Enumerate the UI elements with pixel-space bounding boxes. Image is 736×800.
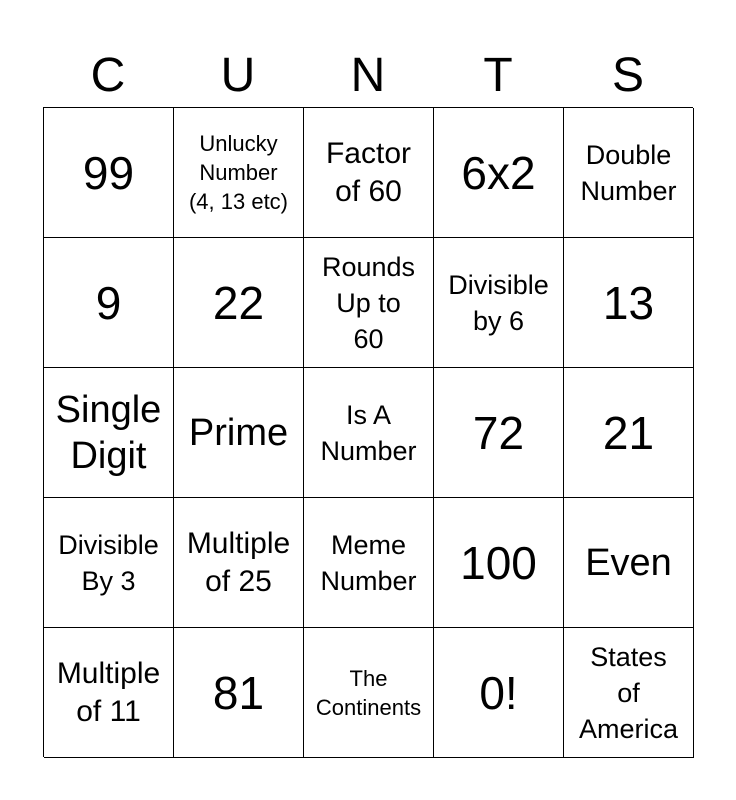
bingo-cell[interactable] <box>44 108 174 238</box>
header-letter-t: T <box>483 49 513 102</box>
bingo-board <box>43 107 693 757</box>
cell-text: Meme Number <box>320 529 417 596</box>
bingo-cell[interactable] <box>44 368 174 498</box>
cell-text: 22 <box>212 276 265 329</box>
bingo-cell[interactable] <box>174 368 304 498</box>
cell-text: Divisible By 3 <box>58 529 159 596</box>
bingo-cell[interactable] <box>434 628 564 758</box>
cell-text: 9 <box>95 276 122 329</box>
cell-text: 0! <box>479 666 518 719</box>
cell-text: 21 <box>602 406 655 459</box>
bingo-cell[interactable] <box>44 628 174 758</box>
bingo-cell[interactable] <box>564 368 694 498</box>
bingo-cell[interactable] <box>44 498 174 628</box>
header-letter-n: N <box>350 49 386 102</box>
cell-text: Multiple of 11 <box>56 656 161 728</box>
bingo-cell[interactable] <box>174 238 304 368</box>
cell-text: Even <box>585 541 672 584</box>
header-letter-c: C <box>90 49 126 102</box>
header-letter-s: S <box>611 49 644 102</box>
bingo-cell[interactable] <box>304 238 434 368</box>
bingo-cell[interactable] <box>434 238 564 368</box>
cell-text: 72 <box>472 406 525 459</box>
bingo-cell[interactable] <box>174 108 304 238</box>
bingo-cell[interactable] <box>434 498 564 628</box>
cell-text: Is A Number <box>320 399 417 466</box>
cell-text: Divisible by 6 <box>448 269 549 336</box>
bingo-cell[interactable] <box>304 368 434 498</box>
cell-text: States of America <box>578 641 679 744</box>
cell-text: Multiple of 25 <box>186 526 291 598</box>
cell-text: Rounds Up to 60 <box>321 251 416 354</box>
cell-text: The Continents <box>315 665 422 720</box>
cell-text: Double Number <box>580 139 677 206</box>
cell-text: 6x2 <box>461 146 536 199</box>
cell-text: Unlucky Number (4, 13 etc) <box>188 131 289 214</box>
bingo-cell[interactable] <box>174 498 304 628</box>
bingo-cell[interactable] <box>434 368 564 498</box>
header-letter-u: U <box>220 49 256 102</box>
bingo-header <box>43 44 693 108</box>
bingo-cell[interactable] <box>44 238 174 368</box>
bingo-cell[interactable] <box>304 498 434 628</box>
bingo-cell[interactable] <box>564 108 694 238</box>
cell-text: Single Digit <box>55 388 162 477</box>
bingo-cell[interactable] <box>564 498 694 628</box>
bingo-cell[interactable] <box>434 108 564 238</box>
bingo-cell[interactable] <box>564 238 694 368</box>
cell-text: Prime <box>188 411 289 454</box>
cell-text: 13 <box>602 276 655 329</box>
cell-text: Factor of 60 <box>325 136 412 208</box>
bingo-cell[interactable] <box>304 108 434 238</box>
bingo-cell[interactable] <box>304 628 434 758</box>
cell-text: 100 <box>460 536 537 589</box>
bingo-cell[interactable] <box>564 628 694 758</box>
cell-text: 99 <box>82 146 135 199</box>
cell-text: 81 <box>212 666 265 719</box>
bingo-cell[interactable] <box>174 628 304 758</box>
